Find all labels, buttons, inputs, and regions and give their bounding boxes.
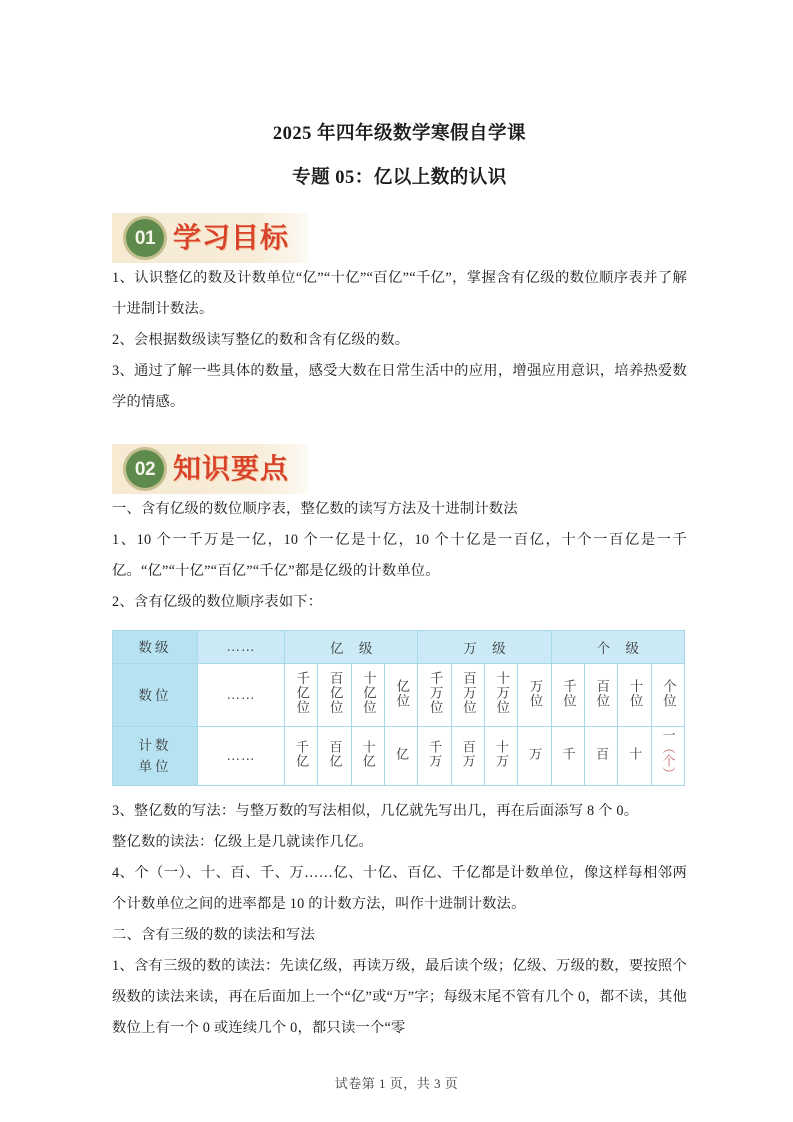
knowledge-item-1: 1、10 个一千万是一亿，10 个一亿是十亿，10 个十亿是一百亿，十个一百亿是一千亿。“亿”“十亿”“百亿”“千亿”都是亿级的计数单位。 (112, 532, 687, 579)
unit-cell-wan (518, 727, 551, 786)
digit-ellipsis-cell: …… (198, 664, 285, 727)
digit-cell-shiyi (351, 664, 384, 727)
row-label-digit-place: 数位 (113, 664, 198, 727)
digit-text-qianwan: 千万位 (427, 671, 443, 715)
digit-cell-baiwan (451, 664, 484, 727)
digit-cell-baiyi (318, 664, 351, 727)
unit-cell-qianwan (418, 727, 451, 786)
digit-text-wan: 万位 (527, 678, 543, 708)
objective-item-2: 2、会根据数级读写整亿的数和含有亿级的数。 (112, 332, 410, 348)
unit-one-paren-close: ） (660, 767, 676, 780)
unit-text-qian: 千 (560, 747, 576, 761)
section-number-text-01: 01 (134, 227, 156, 249)
document-title-line-2: 专题 05：亿以上数的认识 (292, 167, 507, 188)
digit-text-baiwan: 百万位 (460, 671, 476, 715)
digit-text-baiyi: 百亿位 (327, 671, 343, 715)
place-value-table (112, 630, 685, 786)
table-row-counting-unit (113, 727, 685, 786)
unit-cell-yi (384, 727, 417, 786)
unit-cell-shiyi (351, 727, 384, 786)
page-content (112, 0, 687, 1044)
section-heading-02: 知识要点 (173, 453, 290, 484)
unit-cell-shiwan (484, 727, 517, 786)
digit-text-ge: 个位 (660, 678, 676, 708)
grade-header-ge: 个 级 (551, 631, 684, 664)
objective-item-3: 3、通过了解一些具体的数量，感受大数在日常生活中的应用，增强应用意识，培养热爱数学的情感。 (112, 363, 687, 410)
knowledge-item-3b: 整亿数的读法：亿级上是几就读作几亿。 (112, 834, 373, 850)
knowledge-item-2: 2、含有亿级的数位顺序表如下： (112, 594, 323, 610)
digit-cell-wan (518, 664, 551, 727)
row-label-counting-unit (113, 727, 198, 786)
section-number-badge-01 (126, 219, 164, 257)
unit-cell-baiyi (318, 727, 351, 786)
unit-text-wan: 万 (527, 747, 543, 761)
digit-text-qianyi: 千亿位 (294, 671, 310, 715)
section-header-02 (112, 444, 308, 494)
unit-text-baiwan: 百万 (460, 740, 476, 768)
grade-header-wan: 万 级 (418, 631, 551, 664)
unit-text-one (661, 728, 675, 780)
knowledge-subheading-2: 二、含有三级的数的读法和写法 (112, 927, 315, 943)
unit-ellipsis-cell: …… (198, 727, 285, 786)
digit-cell-shiwan (484, 664, 517, 727)
unit-cell-one (651, 727, 684, 786)
digit-text-bai: 百位 (594, 678, 610, 708)
row-label-counting-unit-line2: 单位 (138, 759, 172, 774)
table-row-digit-place (113, 664, 685, 727)
digit-cell-qianwan (418, 664, 451, 727)
knowledge-item-5: 1、含有三级的数的读法：先读亿级，再读万级，最后读个级；亿级、万级的数，要按照个级数的读法来读，再在后面加上一个“亿”或“万”字；每级末尾不管有几个 0，都不读，其他数位上有一个 0 或连续几个 0，都只读一个“零 (112, 958, 687, 1036)
objective-item-1: 1、认识整亿的数及计数单位“亿”“十亿”“百亿”“千亿”，掌握含有亿级的数位顺序表并了解十进制计数法。 (112, 270, 687, 317)
section-number-badge-02 (126, 450, 164, 488)
unit-one-paren-open: （ (660, 741, 676, 754)
digit-text-shiwan: 十万位 (494, 671, 510, 715)
unit-text-shi: 十 (627, 747, 643, 761)
unit-text-bai: 百 (593, 747, 609, 761)
section-heading-01: 学习目标 (173, 222, 290, 253)
digit-cell-qian (551, 664, 584, 727)
unit-text-shiyi: 十亿 (360, 740, 376, 768)
row-label-counting-unit-line1: 计数 (138, 738, 172, 753)
digit-cell-qianyi (285, 664, 318, 727)
knowledge-item-4: 4、个（一）、十、百、千、万……亿、十亿、百亿、千亿都是计数单位，像这样每相邻两个计数单位之间的进率都是 10 的计数方法，叫作十进制计数法。 (112, 865, 687, 912)
unit-text-shiwan: 十万 (493, 740, 509, 768)
unit-text-baiyi: 百亿 (327, 740, 343, 768)
knowledge-item-3: 3、整亿数的写法：与整万数的写法相似，几亿就先写出几，再在后面添写 8 个 0。 (112, 803, 639, 819)
row-label-grade: 数级 (113, 631, 198, 664)
unit-one-inner: 个 (660, 754, 676, 767)
document-title-line-1: 2025 年四年级数学寒假自学课 (272, 124, 527, 144)
digit-cell-bai (584, 664, 617, 727)
unit-text-yi: 亿 (393, 747, 409, 761)
digit-cell-yi (384, 664, 417, 727)
knowledge-subheading-1: 一、含有亿级的数位顺序表，整亿数的读写方法及十进制计数法 (112, 501, 518, 517)
digit-text-yi: 亿位 (394, 678, 410, 708)
unit-text-qianwan: 千万 (427, 740, 443, 768)
grade-ellipsis-cell: …… (198, 631, 285, 664)
table-row-grade (113, 631, 685, 664)
digit-text-shiyi: 十亿位 (360, 671, 376, 715)
digit-text-qian: 千位 (560, 678, 576, 708)
place-value-table-wrapper (112, 630, 685, 786)
unit-text-qianyi: 千亿 (293, 740, 309, 768)
grade-header-yi: 亿 级 (285, 631, 418, 664)
section-number-text-02: 02 (134, 458, 156, 480)
digit-text-shi: 十位 (627, 678, 643, 708)
digit-cell-shi (618, 664, 651, 727)
section-header-01 (112, 213, 308, 263)
unit-cell-qianyi (285, 727, 318, 786)
unit-one-main: 一 (660, 728, 676, 741)
digit-cell-ge (651, 664, 684, 727)
unit-cell-bai (584, 727, 617, 786)
unit-cell-qian (551, 727, 584, 786)
page-footer: 试卷第 1 页，共 3 页 (334, 1076, 459, 1091)
unit-cell-baiwan (451, 727, 484, 786)
unit-cell-shi (618, 727, 651, 786)
